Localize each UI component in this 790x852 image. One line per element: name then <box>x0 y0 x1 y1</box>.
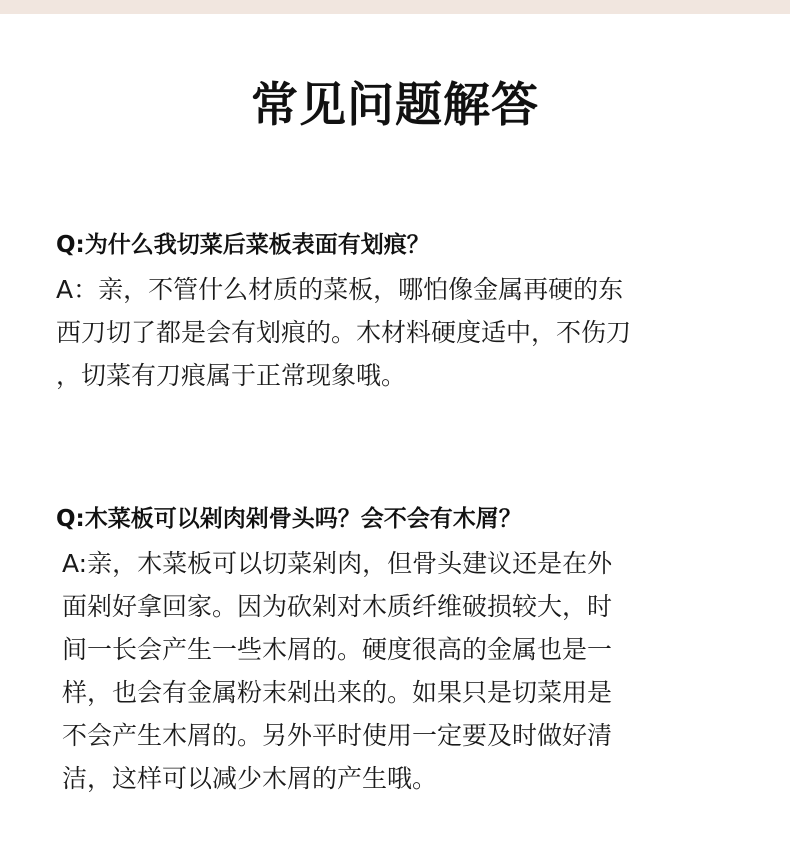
faq-item-scratches <box>56 226 746 397</box>
faq-question: Q:为什么我切菜后菜板表面有划痕？ <box>56 232 430 258</box>
faq-answer-line: 西刀切了都是会有划痕的。木材料硬度适中，不伤刀 <box>56 318 632 347</box>
page-title: 常见问题解答 <box>251 78 539 133</box>
faq-answer-line: A：亲，不管什么材质的菜板，哪怕像金属再硬的东 <box>56 275 624 304</box>
faq-answer <box>56 268 746 397</box>
faq-answer-line: 面剁好拿回家。因为砍剁对木质纤维破损较大，时 <box>62 592 613 621</box>
faq-answer-line: 样，也会有金属粉末剁出来的。如果只是切菜用是 <box>62 678 613 707</box>
faq-item-wood-chips <box>56 500 746 800</box>
faq-answer-line: 洁，这样可以减少木屑的产生哦。 <box>62 764 438 793</box>
faq-answer-line: 不会产生木屑的。另外平时使用一定要及时做好清 <box>62 721 613 750</box>
top-decorative-band <box>0 0 790 14</box>
faq-answer-line: A:亲，木菜板可以切菜剁肉，但骨头建议还是在外 <box>62 549 613 578</box>
faq-answer-line: 间一长会产生一些木屑的。硬度很高的金属也是一 <box>62 635 613 664</box>
faq-answer <box>56 542 746 800</box>
faq-answer-line: ，切菜有刀痕属于正常现象哦。 <box>56 361 407 390</box>
faq-question: Q:木菜板可以剁肉剁骨头吗？会不会有木屑？ <box>56 506 522 532</box>
